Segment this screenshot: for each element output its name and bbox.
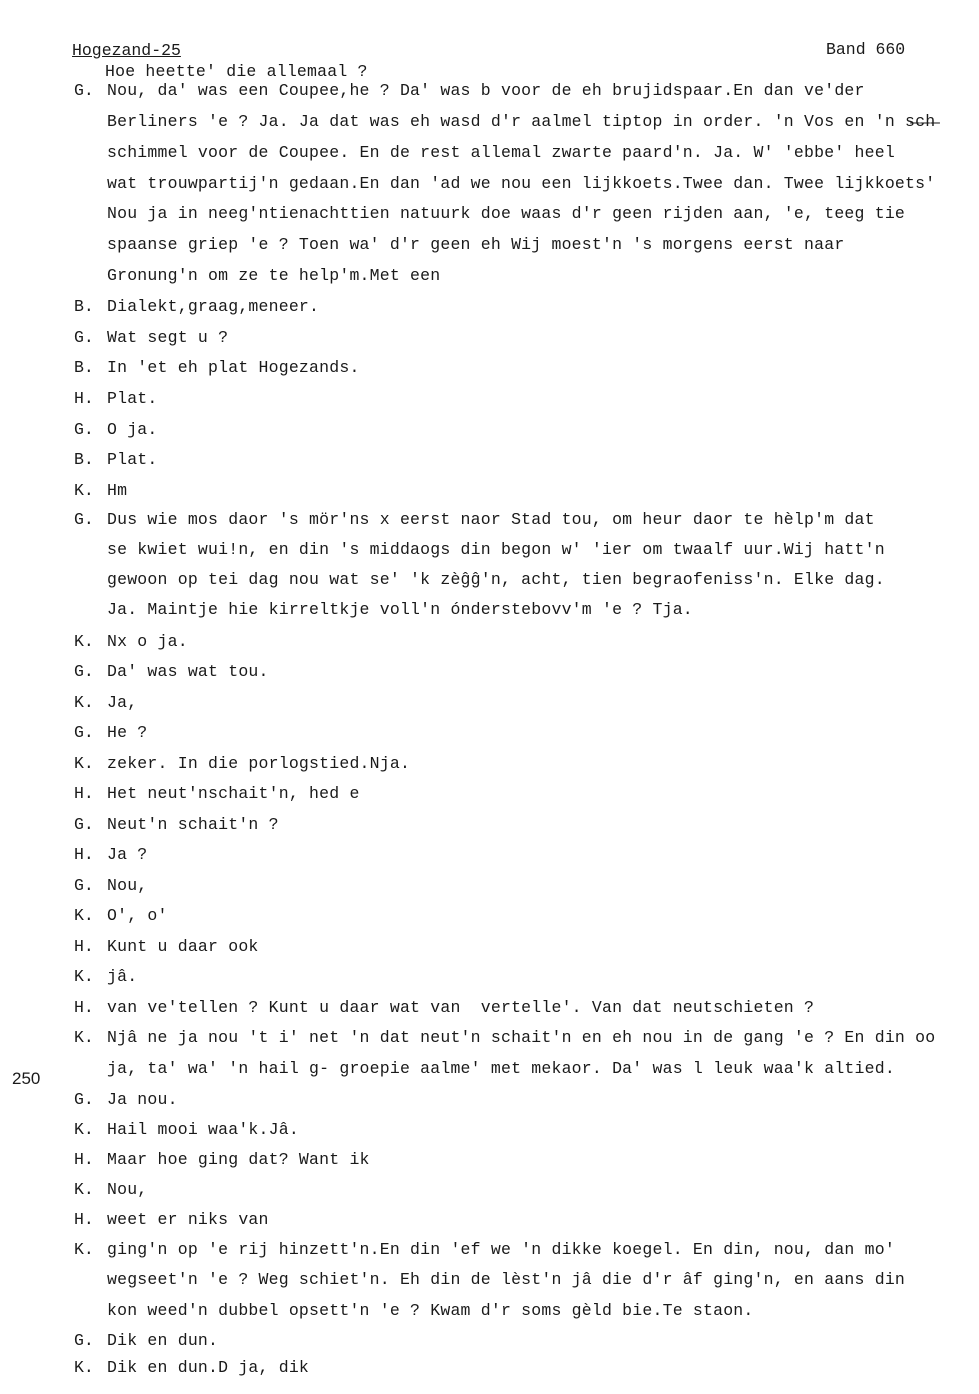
speaker-label: K. — [74, 481, 94, 500]
transcript-line — [0, 112, 979, 142]
transcript-line — [0, 600, 979, 630]
speaker-label: K. — [74, 1120, 94, 1139]
utterance-text: schimmel voor de Coupee. En de rest allemal zwarte paard'n. Ja. W' 'ebbe' heel — [107, 143, 895, 162]
utterance-text: Plat. — [107, 450, 158, 469]
speaker-label: G. — [74, 815, 94, 834]
utterance-text: Dik en dun. — [107, 1331, 219, 1350]
utterance-text: Nou, — [107, 1180, 148, 1199]
utterance-text: Dik en dun.D ja, dik — [107, 1358, 310, 1377]
transcript-line — [0, 358, 979, 388]
speaker-label: G. — [74, 328, 94, 347]
transcript-line — [0, 1090, 979, 1120]
utterance-text: Njâ ne ja nou 't i' net 'n dat neut'n schait'n en eh nou in de gang 'e ? En din oo — [107, 1028, 936, 1047]
transcript-line — [0, 570, 979, 600]
speaker-label: K. — [74, 1180, 94, 1199]
transcript-line — [0, 1120, 979, 1150]
utterance-text: kon weed'n dubbel opsett'n 'e ? Kwam d'r soms gèld bie.Te staon. — [107, 1301, 754, 1320]
utterance-text: Hm — [107, 481, 128, 500]
transcript-line — [0, 1301, 979, 1331]
speaker-label: K. — [74, 1028, 94, 1047]
utterance-text: Nou, da' was een Coupee,he ? Da' was b voor de eh brujidspaar.En dan ve'der — [107, 81, 865, 100]
speaker-label: H. — [74, 845, 94, 864]
transcript-line — [0, 906, 979, 936]
speaker-label: K. — [74, 693, 94, 712]
utterance-text: Nou ja in neeg'ntienachttien natuurk doe waas d'r geen rijden aan, 'e, teeg tie — [107, 204, 906, 223]
utterance-text: Dialekt,graag,meneer. — [107, 297, 320, 316]
transcript-line — [0, 540, 979, 570]
speaker-label: H. — [74, 389, 94, 408]
transcript-line — [0, 1028, 979, 1058]
utterance-text: Maar hoe ging dat? Want ik — [107, 1150, 370, 1169]
speaker-label: H. — [74, 998, 94, 1017]
transcript-line — [0, 662, 979, 692]
transcript-line — [0, 510, 979, 540]
speaker-label: K. — [74, 632, 94, 651]
transcript-line — [0, 266, 979, 296]
speaker-label: G. — [74, 81, 94, 100]
tape-number: Band 660 — [826, 40, 906, 59]
utterance-text: O', o' — [107, 906, 168, 925]
utterance-text: ja, ta' wa' 'n hail g- groepie aalme' met mekaor. Da' was l leuk waa'k altied. — [107, 1059, 895, 1078]
utterance-text: Plat. — [107, 389, 158, 408]
utterance-text: ging'n op 'e rij hinzett'n.En din 'ef we 'n dikke koegel. En din, nou, dan mo' — [107, 1240, 895, 1259]
speaker-label: K. — [74, 754, 94, 773]
utterance-text: Hail mooi waa'k.Jâ. — [107, 1120, 299, 1139]
transcript-line — [0, 297, 979, 327]
speaker-label: G. — [74, 876, 94, 895]
speaker-label: G. — [74, 1331, 94, 1350]
utterance-text: Nx o ja. — [107, 632, 188, 651]
utterance-text: Nou, — [107, 876, 148, 895]
utterance-text: Ja, — [107, 693, 138, 712]
speaker-label: G. — [74, 723, 94, 742]
utterance-text: se kwiet wui!n, en din 's middaogs din begon w' 'ier om twaalf uur.Wij hatt'n — [107, 540, 885, 559]
speaker-label: H. — [74, 1210, 94, 1229]
transcript-line — [0, 815, 979, 845]
document-header-title: Hogezand-25 — [72, 41, 181, 60]
speaker-label: B. — [74, 297, 94, 316]
utterance-text: He ? — [107, 723, 148, 742]
utterance-text: van ve'tellen ? Kunt u daar wat van vertelle'. Van dat neutschieten ? — [107, 998, 815, 1017]
speaker-label: H. — [74, 937, 94, 956]
utterance-text: Ja. Maintje hie kirreltkje voll'n ónderstebovv'm 'e ? Tja. — [107, 600, 693, 619]
speaker-label: K. — [74, 1240, 94, 1259]
utterance-text: Wat segt u ? — [107, 328, 229, 347]
transcript-line — [0, 1180, 979, 1210]
transcript-line — [0, 1270, 979, 1300]
transcript-line — [0, 998, 979, 1028]
utterance-text: Neut'n schait'n ? — [107, 815, 279, 834]
utterance-text: Het neut'nschait'n, hed e — [107, 784, 360, 803]
utterance-text: Hoe heette' die allemaal ? — [105, 62, 368, 81]
margin-counter: 250 — [12, 1069, 41, 1088]
transcript-line — [0, 693, 979, 723]
speaker-label: G. — [74, 420, 94, 439]
transcript-line — [0, 845, 979, 875]
transcript-line — [0, 1210, 979, 1240]
transcript-line — [0, 754, 979, 784]
speaker-label: H. — [74, 1150, 94, 1169]
transcript-line — [0, 481, 979, 511]
utterance-text: spaanse griep 'e ? Toen wa' d'r geen eh Wij moest'n 's morgens eerst naar — [107, 235, 845, 254]
speaker-label: K. — [74, 967, 94, 986]
transcript-line — [0, 1331, 979, 1361]
transcript-line — [0, 204, 979, 234]
transcript-line — [0, 389, 979, 419]
transcript-line — [0, 420, 979, 450]
transcript-line — [0, 1059, 979, 1089]
transcript-line — [0, 967, 979, 997]
utterance-text: jâ. — [107, 967, 138, 986]
utterance-text: Kunt u daar ook — [107, 937, 259, 956]
speaker-label: H. — [74, 784, 94, 803]
transcript-line — [0, 876, 979, 906]
speaker-label: G. — [74, 1090, 94, 1109]
utterance-text: Ja ? — [107, 845, 148, 864]
transcript-line — [0, 1150, 979, 1180]
transcript-line — [0, 235, 979, 265]
speaker-label: G. — [74, 662, 94, 681]
transcript-line — [0, 632, 979, 662]
transcript-line — [0, 1240, 979, 1270]
transcript-line — [0, 81, 979, 111]
speaker-label: B. — [74, 450, 94, 469]
utterance-text: In 'et eh plat Hogezands. — [107, 358, 360, 377]
utterance-text: wat trouwpartij'n gedaan.En dan 'ad we nou een lijkkoets.Twee dan. Twee lijkkoets' — [107, 174, 936, 193]
utterance-text: Dus wie mos daor 's mör'ns x eerst naor Stad tou, om heur daor te hèlp'm dat — [107, 510, 875, 529]
transcript-line — [0, 723, 979, 753]
transcript-line — [0, 1358, 979, 1388]
speaker-label: B. — [74, 358, 94, 377]
speaker-label: K. — [74, 906, 94, 925]
utterance-text: Gronung'n om ze te help'm.Met een — [107, 266, 441, 285]
utterance-text: Berliners 'e ? Ja. Ja dat was eh wasd d'r aalmel tiptop in order. 'n Vos en 'n s̶c̶h̶ — [107, 112, 936, 131]
transcript-line — [0, 937, 979, 967]
utterance-text: weet er niks van — [107, 1210, 269, 1229]
speaker-label: K. — [74, 1358, 94, 1377]
transcript-line — [0, 450, 979, 480]
utterance-text: gewoon op tei dag nou wat se' 'k zèĝĝ'n, acht, tien begraofeniss'n. Elke dag. — [107, 570, 885, 589]
utterance-text: zeker. In die porlogstied.Nja. — [107, 754, 411, 773]
utterance-text: Da' was wat tou. — [107, 662, 269, 681]
transcript-line — [0, 143, 979, 173]
transcript-line — [0, 328, 979, 358]
transcript-line — [0, 174, 979, 204]
utterance-text: wegseet'n 'e ? Weg schiet'n. Eh din de lèst'n jâ die d'r âf ging'n, en aans din — [107, 1270, 906, 1289]
speaker-label: G. — [74, 510, 94, 529]
utterance-text: Ja nou. — [107, 1090, 178, 1109]
utterance-text: O ja. — [107, 420, 158, 439]
transcript-line — [0, 784, 979, 814]
